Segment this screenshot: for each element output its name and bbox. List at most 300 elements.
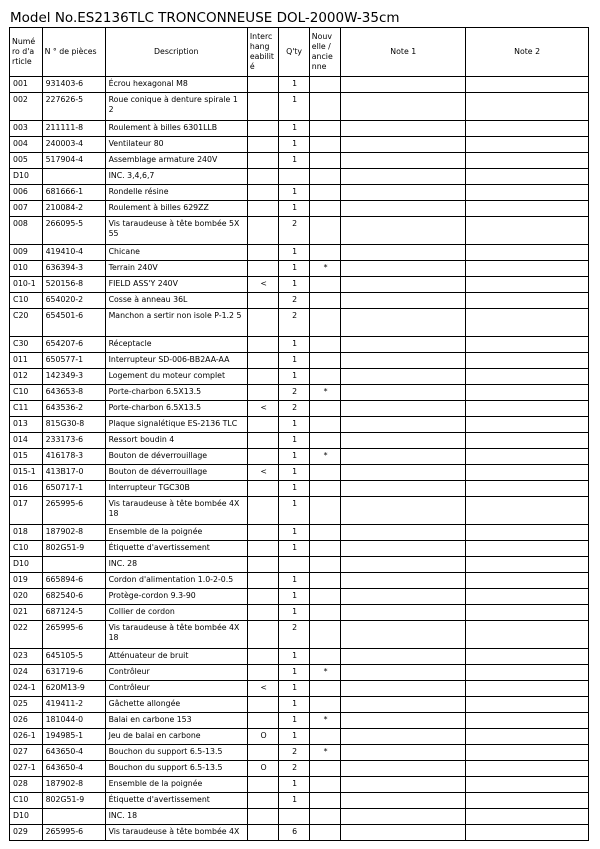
cell-description: Porte-charbon 6.5X13.5 bbox=[105, 385, 247, 401]
cell-interchangeability: < bbox=[247, 277, 279, 293]
cell-interchangeability bbox=[247, 589, 279, 605]
cell-interchangeability bbox=[247, 137, 279, 153]
table-row bbox=[10, 277, 589, 293]
cell-interchangeability bbox=[247, 169, 279, 185]
cell-note-2 bbox=[466, 605, 589, 621]
cell-description: FIELD ASS'Y 240V bbox=[105, 277, 247, 293]
cell-new-old: * bbox=[309, 665, 341, 681]
cell-note-2 bbox=[466, 557, 589, 573]
cell-note-2 bbox=[466, 353, 589, 369]
cell-quantity: 1 bbox=[279, 713, 309, 729]
cell-new-old bbox=[309, 809, 341, 825]
cell-interchangeability: O bbox=[247, 729, 279, 745]
cell-item-number: 013 bbox=[10, 417, 43, 433]
cell-interchangeability bbox=[247, 337, 279, 353]
table-row bbox=[10, 201, 589, 217]
cell-note-1 bbox=[341, 401, 466, 417]
cell-quantity: 1 bbox=[279, 525, 309, 541]
cell-quantity bbox=[279, 169, 309, 185]
cell-description: Ensemble de la poignée bbox=[105, 777, 247, 793]
cell-quantity: 1 bbox=[279, 77, 309, 93]
cell-quantity: 2 bbox=[279, 401, 309, 417]
cell-new-old bbox=[309, 401, 341, 417]
cell-quantity: 2 bbox=[279, 217, 309, 245]
cell-note-1 bbox=[341, 465, 466, 481]
cell-interchangeability bbox=[247, 573, 279, 589]
cell-item-number: 016 bbox=[10, 481, 43, 497]
cell-interchangeability bbox=[247, 353, 279, 369]
cell-interchangeability bbox=[247, 245, 279, 261]
cell-new-old bbox=[309, 481, 341, 497]
cell-item-number: 025 bbox=[10, 697, 43, 713]
cell-part-number: 815G30-8 bbox=[42, 417, 105, 433]
cell-new-old bbox=[309, 589, 341, 605]
cell-note-1 bbox=[341, 185, 466, 201]
cell-interchangeability bbox=[247, 261, 279, 277]
cell-new-old bbox=[309, 605, 341, 621]
cell-part-number: 643650-4 bbox=[42, 745, 105, 761]
cell-interchangeability bbox=[247, 417, 279, 433]
cell-note-1 bbox=[341, 309, 466, 337]
cell-new-old bbox=[309, 185, 341, 201]
cell-item-number: 003 bbox=[10, 121, 43, 137]
cell-description: Manchon a sertir non isole P-1.2 5 bbox=[105, 309, 247, 337]
cell-note-2 bbox=[466, 401, 589, 417]
cell-interchangeability bbox=[247, 697, 279, 713]
cell-new-old bbox=[309, 93, 341, 121]
cell-part-number: 181044-0 bbox=[42, 713, 105, 729]
cell-note-2 bbox=[466, 573, 589, 589]
table-row bbox=[10, 761, 589, 777]
cell-quantity: 1 bbox=[279, 201, 309, 217]
cell-new-old bbox=[309, 433, 341, 449]
cell-note-2 bbox=[466, 525, 589, 541]
cell-part-number: 194985-1 bbox=[42, 729, 105, 745]
cell-interchangeability bbox=[247, 777, 279, 793]
table-row bbox=[10, 293, 589, 309]
table-row bbox=[10, 745, 589, 761]
cell-note-1 bbox=[341, 825, 466, 841]
cell-quantity: 1 bbox=[279, 137, 309, 153]
cell-quantity: 1 bbox=[279, 649, 309, 665]
cell-item-number: 022 bbox=[10, 621, 43, 649]
cell-note-2 bbox=[466, 293, 589, 309]
cell-part-number: 187902-8 bbox=[42, 525, 105, 541]
cell-note-2 bbox=[466, 497, 589, 525]
cell-part-number: 416178-3 bbox=[42, 449, 105, 465]
cell-new-old bbox=[309, 337, 341, 353]
cell-new-old bbox=[309, 121, 341, 137]
cell-new-old bbox=[309, 153, 341, 169]
cell-note-2 bbox=[466, 589, 589, 605]
cell-note-1 bbox=[341, 353, 466, 369]
cell-quantity: 1 bbox=[279, 497, 309, 525]
cell-description: Vis taraudeuse à tête bombée 4X 18 bbox=[105, 497, 247, 525]
cell-description: Porte-charbon 6.5X13.5 bbox=[105, 401, 247, 417]
cell-interchangeability bbox=[247, 185, 279, 201]
cell-part-number: 654501-6 bbox=[42, 309, 105, 337]
cell-item-number: 010-1 bbox=[10, 277, 43, 293]
table-row bbox=[10, 809, 589, 825]
cell-new-old bbox=[309, 825, 341, 841]
table-row bbox=[10, 369, 589, 385]
cell-quantity: 1 bbox=[279, 589, 309, 605]
cell-description: Interrupteur TGC30B bbox=[105, 481, 247, 497]
cell-new-old bbox=[309, 245, 341, 261]
cell-part-number: 227626-5 bbox=[42, 93, 105, 121]
cell-interchangeability bbox=[247, 201, 279, 217]
cell-item-number: 014 bbox=[10, 433, 43, 449]
page-title: Model No.ES2136TLC TRONCONNEUSE DOL-2000W-35cm bbox=[10, 10, 400, 26]
cell-note-1 bbox=[341, 153, 466, 169]
cell-quantity: 1 bbox=[279, 697, 309, 713]
cell-item-number: 012 bbox=[10, 369, 43, 385]
cell-new-old bbox=[309, 309, 341, 337]
table-row bbox=[10, 169, 589, 185]
cell-note-1 bbox=[341, 369, 466, 385]
cell-note-1 bbox=[341, 169, 466, 185]
cell-quantity: 1 bbox=[279, 261, 309, 277]
cell-part-number: 419410-4 bbox=[42, 245, 105, 261]
cell-description: INC. 28 bbox=[105, 557, 247, 573]
cell-note-1 bbox=[341, 809, 466, 825]
table-row bbox=[10, 573, 589, 589]
cell-note-2 bbox=[466, 417, 589, 433]
cell-part-number: 645105-5 bbox=[42, 649, 105, 665]
cell-item-number: D10 bbox=[10, 809, 43, 825]
cell-part-number: 413B17-0 bbox=[42, 465, 105, 481]
cell-note-1 bbox=[341, 121, 466, 137]
table-row bbox=[10, 137, 589, 153]
cell-item-number: 028 bbox=[10, 777, 43, 793]
cell-quantity: 1 bbox=[279, 433, 309, 449]
cell-item-number: C11 bbox=[10, 401, 43, 417]
cell-quantity: 1 bbox=[279, 777, 309, 793]
cell-quantity: 1 bbox=[279, 729, 309, 745]
cell-note-2 bbox=[466, 481, 589, 497]
cell-note-2 bbox=[466, 277, 589, 293]
cell-part-number: 517904-4 bbox=[42, 153, 105, 169]
cell-quantity: 1 bbox=[279, 121, 309, 137]
cell-part-number bbox=[42, 809, 105, 825]
cell-note-1 bbox=[341, 605, 466, 621]
table-row bbox=[10, 481, 589, 497]
cell-item-number: 009 bbox=[10, 245, 43, 261]
cell-note-1 bbox=[341, 293, 466, 309]
table-row bbox=[10, 121, 589, 137]
cell-interchangeability bbox=[247, 809, 279, 825]
cell-item-number: 020 bbox=[10, 589, 43, 605]
cell-interchangeability bbox=[247, 309, 279, 337]
table-row bbox=[10, 337, 589, 353]
table-row bbox=[10, 433, 589, 449]
cell-new-old bbox=[309, 369, 341, 385]
cell-description: Contrôleur bbox=[105, 665, 247, 681]
cell-part-number bbox=[42, 169, 105, 185]
cell-quantity: 1 bbox=[279, 793, 309, 809]
cell-item-number: C10 bbox=[10, 385, 43, 401]
cell-note-1 bbox=[341, 649, 466, 665]
cell-note-2 bbox=[466, 261, 589, 277]
cell-note-2 bbox=[466, 337, 589, 353]
cell-note-1 bbox=[341, 433, 466, 449]
cell-part-number: 620M13-9 bbox=[42, 681, 105, 697]
cell-interchangeability bbox=[247, 121, 279, 137]
table-row bbox=[10, 77, 589, 93]
cell-quantity: 2 bbox=[279, 761, 309, 777]
cell-note-1 bbox=[341, 557, 466, 573]
cell-note-1 bbox=[341, 245, 466, 261]
cell-note-1 bbox=[341, 713, 466, 729]
table-row bbox=[10, 153, 589, 169]
table-row bbox=[10, 185, 589, 201]
cell-part-number: 643536-2 bbox=[42, 401, 105, 417]
table-row bbox=[10, 385, 589, 401]
cell-note-2 bbox=[466, 369, 589, 385]
cell-interchangeability bbox=[247, 293, 279, 309]
cell-new-old bbox=[309, 465, 341, 481]
cell-quantity: 1 bbox=[279, 353, 309, 369]
cell-item-number: 006 bbox=[10, 185, 43, 201]
cell-note-1 bbox=[341, 589, 466, 605]
cell-description: Ensemble de la poignée bbox=[105, 525, 247, 541]
cell-item-number: D10 bbox=[10, 557, 43, 573]
cell-item-number: 027 bbox=[10, 745, 43, 761]
cell-description: Chicane bbox=[105, 245, 247, 261]
cell-item-number: C10 bbox=[10, 541, 43, 557]
cell-new-old: * bbox=[309, 745, 341, 761]
cell-note-2 bbox=[466, 433, 589, 449]
cell-quantity: 1 bbox=[279, 665, 309, 681]
cell-new-old bbox=[309, 77, 341, 93]
cell-quantity: 1 bbox=[279, 185, 309, 201]
table-row bbox=[10, 649, 589, 665]
cell-interchangeability bbox=[247, 745, 279, 761]
cell-new-old bbox=[309, 201, 341, 217]
cell-item-number: 015 bbox=[10, 449, 43, 465]
cell-part-number: 211111-8 bbox=[42, 121, 105, 137]
header-note-1: Note 1 bbox=[341, 28, 466, 77]
cell-note-2 bbox=[466, 541, 589, 557]
cell-new-old bbox=[309, 681, 341, 697]
table-row bbox=[10, 681, 589, 697]
cell-item-number: 024 bbox=[10, 665, 43, 681]
cell-interchangeability bbox=[247, 497, 279, 525]
cell-note-2 bbox=[466, 309, 589, 337]
cell-part-number: 654020-2 bbox=[42, 293, 105, 309]
cell-part-number: 654207-6 bbox=[42, 337, 105, 353]
cell-part-number: 682540-6 bbox=[42, 589, 105, 605]
cell-part-number: 650717-1 bbox=[42, 481, 105, 497]
cell-description: Atténuateur de bruit bbox=[105, 649, 247, 665]
cell-interchangeability bbox=[247, 433, 279, 449]
cell-description: Étiquette d'avertissement bbox=[105, 541, 247, 557]
cell-interchangeability bbox=[247, 93, 279, 121]
cell-interchangeability: < bbox=[247, 681, 279, 697]
cell-note-2 bbox=[466, 465, 589, 481]
cell-interchangeability bbox=[247, 153, 279, 169]
cell-item-number: 004 bbox=[10, 137, 43, 153]
cell-interchangeability bbox=[247, 369, 279, 385]
cell-description: Jeu de balai en carbone bbox=[105, 729, 247, 745]
cell-note-1 bbox=[341, 385, 466, 401]
cell-item-number: 011 bbox=[10, 353, 43, 369]
cell-item-number: C30 bbox=[10, 337, 43, 353]
cell-item-number: 001 bbox=[10, 77, 43, 93]
cell-note-1 bbox=[341, 261, 466, 277]
cell-item-number: 018 bbox=[10, 525, 43, 541]
cell-part-number: 650577-1 bbox=[42, 353, 105, 369]
cell-description: Écrou hexagonal M8 bbox=[105, 77, 247, 93]
cell-part-number: 233173-6 bbox=[42, 433, 105, 449]
table-row bbox=[10, 713, 589, 729]
cell-new-old bbox=[309, 169, 341, 185]
cell-part-number: 802G51-9 bbox=[42, 793, 105, 809]
cell-note-1 bbox=[341, 449, 466, 465]
cell-interchangeability bbox=[247, 385, 279, 401]
header-part-number: N ° de pièces bbox=[42, 28, 105, 77]
cell-note-2 bbox=[466, 809, 589, 825]
table-row bbox=[10, 729, 589, 745]
cell-quantity: 1 bbox=[279, 681, 309, 697]
cell-quantity: 1 bbox=[279, 417, 309, 433]
cell-new-old bbox=[309, 137, 341, 153]
cell-description: Balai en carbone 153 bbox=[105, 713, 247, 729]
table-row bbox=[10, 605, 589, 621]
table-row bbox=[10, 245, 589, 261]
header-interchangeability: Interc hang eabilit é bbox=[247, 28, 279, 77]
cell-quantity: 1 bbox=[279, 245, 309, 261]
cell-note-2 bbox=[466, 153, 589, 169]
cell-part-number: 681666-1 bbox=[42, 185, 105, 201]
cell-note-2 bbox=[466, 185, 589, 201]
table-row bbox=[10, 665, 589, 681]
cell-quantity: 2 bbox=[279, 385, 309, 401]
cell-quantity: 1 bbox=[279, 93, 309, 121]
cell-part-number: 520156-8 bbox=[42, 277, 105, 293]
cell-note-1 bbox=[341, 137, 466, 153]
cell-note-1 bbox=[341, 481, 466, 497]
table-row bbox=[10, 449, 589, 465]
table-row bbox=[10, 309, 589, 337]
cell-description: Protège-cordon 9.3-90 bbox=[105, 589, 247, 605]
cell-part-number: 802G51-9 bbox=[42, 541, 105, 557]
cell-description: Roue conique à denture spirale 1 2 bbox=[105, 93, 247, 121]
cell-item-number: C20 bbox=[10, 309, 43, 337]
cell-part-number: 931403-6 bbox=[42, 77, 105, 93]
cell-new-old: * bbox=[309, 385, 341, 401]
cell-item-number: 010 bbox=[10, 261, 43, 277]
parts-table bbox=[9, 27, 589, 841]
cell-description: Ventilateur 80 bbox=[105, 137, 247, 153]
cell-new-old bbox=[309, 729, 341, 745]
cell-interchangeability bbox=[247, 77, 279, 93]
cell-item-number: 007 bbox=[10, 201, 43, 217]
cell-new-old bbox=[309, 621, 341, 649]
cell-description: Interrupteur SD-006-BB2AA-AA bbox=[105, 353, 247, 369]
table-body bbox=[10, 77, 589, 841]
cell-description: Vis taraudeuse à tête bombée 4X bbox=[105, 825, 247, 841]
cell-part-number: 240003-4 bbox=[42, 137, 105, 153]
cell-item-number: 015-1 bbox=[10, 465, 43, 481]
cell-note-1 bbox=[341, 665, 466, 681]
cell-note-2 bbox=[466, 137, 589, 153]
table-header-row bbox=[10, 28, 589, 77]
cell-note-2 bbox=[466, 777, 589, 793]
cell-new-old bbox=[309, 417, 341, 433]
cell-quantity: 1 bbox=[279, 337, 309, 353]
cell-new-old: * bbox=[309, 261, 341, 277]
cell-note-2 bbox=[466, 713, 589, 729]
cell-description: Bouchon du support 6.5-13.5 bbox=[105, 761, 247, 777]
table-row bbox=[10, 525, 589, 541]
cell-item-number: 005 bbox=[10, 153, 43, 169]
header-note-2: Note 2 bbox=[466, 28, 589, 77]
cell-item-number: 026 bbox=[10, 713, 43, 729]
cell-part-number: 665894-6 bbox=[42, 573, 105, 589]
cell-note-2 bbox=[466, 729, 589, 745]
cell-description: Gâchette allongée bbox=[105, 697, 247, 713]
cell-quantity: 1 bbox=[279, 605, 309, 621]
cell-new-old bbox=[309, 217, 341, 245]
table-row bbox=[10, 401, 589, 417]
cell-quantity bbox=[279, 809, 309, 825]
cell-note-2 bbox=[466, 169, 589, 185]
cell-note-1 bbox=[341, 621, 466, 649]
cell-new-old: * bbox=[309, 713, 341, 729]
cell-note-2 bbox=[466, 793, 589, 809]
cell-description: Cordon d'alimentation 1.0-2-0.5 bbox=[105, 573, 247, 589]
cell-item-number: 021 bbox=[10, 605, 43, 621]
cell-quantity: 2 bbox=[279, 293, 309, 309]
cell-note-1 bbox=[341, 417, 466, 433]
table-row bbox=[10, 497, 589, 525]
cell-item-number: 019 bbox=[10, 573, 43, 589]
header-description: Description bbox=[105, 28, 247, 77]
cell-note-1 bbox=[341, 777, 466, 793]
cell-note-2 bbox=[466, 245, 589, 261]
cell-part-number: 142349-3 bbox=[42, 369, 105, 385]
table-row bbox=[10, 825, 589, 841]
cell-note-2 bbox=[466, 665, 589, 681]
cell-quantity: 1 bbox=[279, 277, 309, 293]
cell-description: Contrôleur bbox=[105, 681, 247, 697]
cell-description: INC. 3,4,6,7 bbox=[105, 169, 247, 185]
cell-note-2 bbox=[466, 201, 589, 217]
cell-description: Rondelle résine bbox=[105, 185, 247, 201]
cell-note-1 bbox=[341, 497, 466, 525]
cell-quantity: 2 bbox=[279, 621, 309, 649]
cell-part-number: 265995-6 bbox=[42, 621, 105, 649]
header-new-old: Nouv elle / ancie nne bbox=[309, 28, 341, 77]
cell-quantity bbox=[279, 557, 309, 573]
cell-new-old bbox=[309, 777, 341, 793]
cell-note-1 bbox=[341, 541, 466, 557]
table-row bbox=[10, 589, 589, 605]
cell-note-1 bbox=[341, 697, 466, 713]
cell-note-1 bbox=[341, 277, 466, 293]
cell-interchangeability: < bbox=[247, 401, 279, 417]
cell-note-1 bbox=[341, 573, 466, 589]
header-item-number: Numé ro d'a rticle bbox=[10, 28, 43, 77]
cell-description: Vis taraudeuse à tête bombée 5X 55 bbox=[105, 217, 247, 245]
cell-quantity: 1 bbox=[279, 541, 309, 557]
cell-quantity: 6 bbox=[279, 825, 309, 841]
cell-item-number: 024-1 bbox=[10, 681, 43, 697]
table-row bbox=[10, 353, 589, 369]
cell-new-old bbox=[309, 353, 341, 369]
cell-note-1 bbox=[341, 729, 466, 745]
